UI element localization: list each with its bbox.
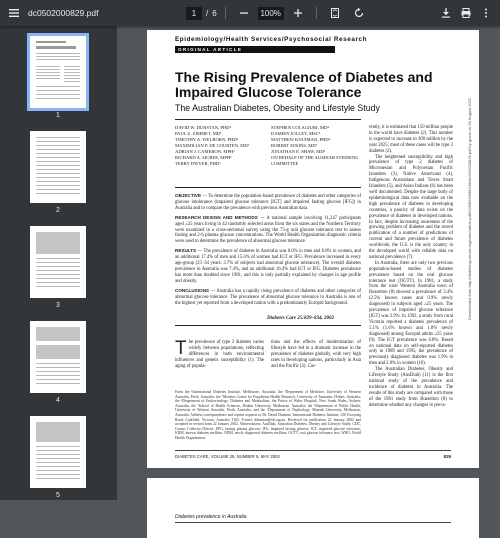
print-icon[interactable] (456, 3, 476, 23)
abstract-results: RESULTS — The prevalence of diabetes in Australia was 8.0% in men and 6.8% in women, and an additional 17.4% of men and 15.4% of women had IGT or IFG. Prevalence increased in every age-group (25–34 years: 3.7% of subjects had abnormal glucose tolerance). The overall diabetes prevalence in Australia was 7.4%, and an additional 16.4% had IGT or IFG. Diabetes prevalence has more than doubled since 1981, and this is only partially explained by changes in age profile and obesity. (175, 248, 361, 284)
download-icon[interactable] (436, 3, 456, 23)
paragraph: The Australian Diabetes, Obesity and Lifestyle Study (AusDiab) (11) is the first national study of the prevalence and incidence of diabetes in Australia. The results of this study are compared with those of the 1981 study from Busselton (8) to determine whether any changes in preva- (369, 367, 453, 408)
author: STEPHEN COLAGIURI, MD⁴ (271, 125, 329, 130)
intro-text-col3 (369, 125, 453, 409)
file-title: dc0502000829.pdf (28, 8, 99, 18)
abstract-end-rule (175, 325, 361, 326)
author: MAXIMILIAN P. DE COURTEN, MD¹ (175, 143, 250, 148)
abstract-objective: OBJECTIVE — To determine the population-based prevalence of diabetes and other categories of glucose intolerance (impaired glucose tolerance [IGT] and impaired fasting glucose [IFG]) in Australia and to compare the prevalence with previous Australian data. (175, 193, 362, 211)
author: ON BEHALF OF THE AUSDIAB STEERING (271, 155, 359, 160)
footer-journal: DIABETES CARE, VOLUME 25, NUMBER 5, MAY 2002 (175, 454, 280, 459)
author: PAUL Z. ZIMMET, MD¹ (175, 131, 222, 136)
page-thumbnail-3[interactable] (30, 226, 86, 298)
affiliation-footnotes: From the ¹International Diabetes Institute, Melbourne, Australia; the ²Department of Medicine, University of Western Australia, Perth, Australia; the ³Menzies Centre for Population Health Research, University of Tasmania, Hobart, Australia; the ⁴Department of Endocrinology, Diabetes and Metabolism, the Prince of Wales Hospital, New South Wales, Sydney, Australia; the ⁵School of Health Sciences, Deakin University, Melbourne, Australia; the ⁶Department of Public Health, University of Western Australia, Perth, Australia; and the ⁷Department of Nephrology, Monash University, Melbourne, Australia. Address correspondence and reprint requests to Dr. David Dunstan, International Diabetes Institute, 250 Kooyong Road, Caulfield, Victoria, Australia 3162. E-mail: ddunstan@idi.org.au. Received for publication 22 January 2002 and accepted in revised form 22 January 2002. Abbreviations: AusDiab, Australian Diabetes, Obesity and Lifestyle Study; CDC, Census Collector District; FPG, fasting plasma glucose; IFG, impaired fasting glucose; IGT, impaired glucose tolerance; KDM, known diabetes mellitus; NDM, newly diagnosed diabetes mellitus; OGTT, oral glucose tolerance test; WHO, World Health Organization. (175, 390, 361, 440)
journal-citation: Diabetes Care 25:829–834, 2002 (267, 316, 334, 321)
footer-page-number: 829 (443, 454, 451, 459)
zoom-out-icon[interactable] (234, 3, 254, 23)
author: RICHARD A. SICREE, MPH¹ (175, 155, 232, 160)
rotate-icon[interactable] (349, 3, 369, 23)
page-thumbnail-number: 3 (56, 302, 60, 309)
paragraph: The heightened susceptibility and high prevalence of type 2 diabetes of Micronesian and Polynesian Pacific Islanders (3), Native Americans (4), Indigenous Australians and Torres Strait Islanders (5), and Asian Indians (6) has been well documented. Despite the large body of epidemiological data now available on the high prevalence of diabetes in developing countries, a paucity of data exists on the prevalence of diabetes in developed nations. In fact, despite increasing awareness of the growing problem of diabetes and the recent publication of a number of predictions of current and future prevalence of diabetes worldwide, the U.S. is the only country in the developed world with reliable data on national prevalence (7). (369, 154, 453, 260)
page-separator: / (206, 8, 209, 18)
author: ROBERT ATKINS, MD⁷ (271, 143, 318, 148)
thumbnail-sidebar (0, 26, 117, 500)
more-options-icon[interactable] (476, 3, 496, 23)
page-thumbnail-5[interactable] (30, 416, 86, 488)
page-thumbnail-4[interactable] (30, 321, 86, 393)
total-pages: 6 (212, 8, 217, 18)
footer-rule (175, 450, 451, 451)
pdf-page-2 (147, 478, 479, 538)
page-thumbnail-number: 5 (56, 492, 60, 499)
author: COMMITTEE (271, 161, 299, 166)
author-list-2 (271, 125, 358, 167)
pdf-page-1 (147, 30, 479, 468)
zoom-input[interactable]: 100% (258, 7, 284, 20)
running-title-rule (175, 522, 451, 523)
intro-text-col1: The prevalence of type 2 diabetes varies widely between populations, reflecting differences in both environmental influences and genetic susceptibility (1). The aging of popula- (175, 338, 264, 369)
page-zoom-controls (186, 3, 369, 23)
toolbar-divider (316, 7, 317, 19)
page-thumbnail-number: 2 (56, 207, 60, 214)
drop-cap: T (175, 338, 187, 359)
author: TIMOTHY A. WELBORN, PHD² (175, 137, 239, 142)
article-subtitle: The Australian Diabetes, Obesity and Lifestyle Study (175, 103, 380, 113)
pdf-toolbar (0, 0, 500, 26)
page-thumbnail-2[interactable] (30, 131, 86, 203)
page-thumbnail-number: 1 (56, 112, 60, 119)
running-title: Diabetes prevalence in Australia (175, 514, 247, 520)
abstract (175, 193, 361, 309)
author-list-1 (175, 125, 249, 167)
toolbar-divider (225, 7, 226, 19)
download-note: Downloaded from http://diabetesjournals.org/care/article-pdf/25/5/829/589249/dc0502000829.pdf by guest on 09 August 2022 (467, 97, 472, 320)
article-title: The Rising Prevalence of Diabetes and Impaired Glucose Tolerance (175, 69, 433, 100)
article-type-banner: ORIGINAL ARTICLE (175, 46, 335, 53)
author: JONATHAN E. SHAW, MD¹ (271, 149, 326, 154)
paragraph: In Australia, there are only two previous population-based studies of diabetes prevalence based on the oral glucose tolerance test (OGTT). In 1981, a study from the rural Western Australia town of Busselton (8) showed a prevalence of 3.4% (2.5% known cases and 0.9% newly diagnosed) in subjects aged ≥25 years. The prevalence of impaired glucose tolerance (IGT) was 2.9%. In 1992, a study from rural Victoria reported a diabetes prevalence of 5.1% (1.6% known and 1.8% newly diagnosed) among Europid adults ≥25 years (9). The IGT prevalence was 6.8%. Based on national data on self-reported diabetes only in 1989 and 1995, the prevalence of previously diagnosed diabetes was 1.9% in men and 2.0% in women (10). (369, 260, 453, 367)
paragraph: rently, it is estimated that 150 million people in the world have diabetes (2). This number is expected to increase to 300 million by the year 2025; most of these cases will be type 2 diabetes (2). (369, 125, 453, 154)
author: DAVID W. DUNSTAN, PHD¹ (175, 125, 231, 130)
abstract-methods: RESEARCH DESIGN AND METHODS — A national sample involving 11,247 participants aged ≥25 years living in 42 randomly selected areas from the six states and the Northern Territory were examined in a cross-sectional survey using the 75-g oral glucose tolerance test to assess fasting and 2-h plasma glucose concentrations. The World Health Organization diagnostic criteria were used to determine the prevalence of abnormal glucose tolerance. (175, 214, 361, 245)
author: MATTHEW KNUIMAN, PHD⁶ (271, 137, 331, 142)
page-thumbnail-1[interactable] (30, 36, 86, 108)
toolbar-actions (436, 3, 496, 23)
zoom-in-icon[interactable] (288, 3, 308, 23)
menu-icon[interactable] (4, 3, 24, 23)
title-rule (175, 119, 361, 120)
page-number-input[interactable]: 1 (186, 7, 202, 20)
author: TERRY DWYER, PHD³ (175, 161, 221, 166)
abstract-conclusions: CONCLUSIONS — Australia has a rapidly rising prevalence of diabetes and other categories of abnormal glucose tolerance. The prevalence of abnormal glucose tolerance in Australia is one of the highest yet reported from a developed nation with a predominantly Europid background. (175, 287, 361, 306)
document-viewer[interactable] (117, 26, 500, 520)
journal-section-header: Epidemiology/Health Services/Psychosocial Research (175, 36, 368, 43)
author: ADRIAN J. CAMERON, MPH¹ (175, 149, 235, 154)
intro-text-col2: tions and the effects of modernization of lifestyle have led to a dramatic increase in the prevalence of diabetes globally, with very high rates in developing nations, particularly in Asia and the Pacific (2). Cur- (271, 340, 361, 369)
page-thumbnail-number: 4 (56, 397, 60, 404)
author: DAMIEN JOLLEY, MSC⁵ (271, 131, 321, 136)
abstract-rule (175, 187, 361, 188)
fit-page-icon[interactable] (325, 3, 345, 23)
